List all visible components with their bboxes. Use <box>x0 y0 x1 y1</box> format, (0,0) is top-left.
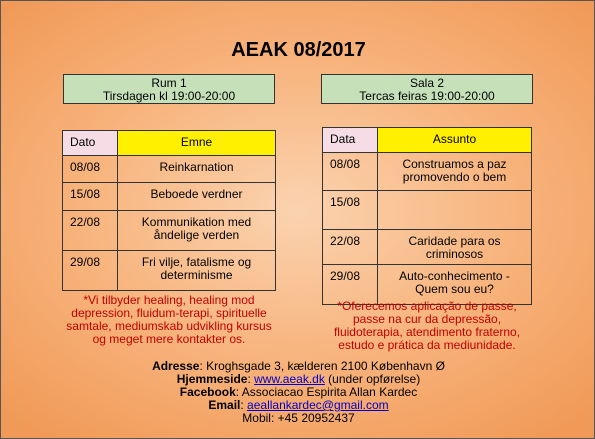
row-date: 08/08 <box>63 156 118 183</box>
schedule-table-danish <box>62 130 276 291</box>
room-1-time: Tirsdagen kl 19:00-20:00 <box>102 89 236 103</box>
website-separator: : <box>247 372 255 386</box>
header-subject: Emne <box>118 131 276 156</box>
facebook-value: : Associacao Espirita Allan Kardec <box>235 385 418 399</box>
header-date: Dato <box>63 131 118 156</box>
table-header-row <box>63 131 276 156</box>
row-subject: Fri vilje, fatalisme og determinisme <box>118 251 276 291</box>
row-date: 29/08 <box>63 251 118 291</box>
schedule-table-portuguese <box>322 127 532 305</box>
room-1-box <box>63 74 275 104</box>
row-subject: Beboede verdner <box>118 183 276 211</box>
header-date: Data <box>323 128 378 153</box>
services-note-danish: *Vi tilbyder healing, healing mod depression, fluidum-terapi, spirituelle samtale, mediumskab udvikling kursus og meget mere kontakter os. <box>66 293 272 346</box>
mobile-line: Mobil: +45 20952437 <box>242 411 355 425</box>
room-2-time: Tercas feiras 19:00-20:00 <box>359 89 495 103</box>
facebook-label: Facebook <box>179 385 236 399</box>
website-label: Hjemmeside <box>176 372 248 386</box>
row-date: 29/08 <box>323 265 378 305</box>
header-subject: Assunto <box>378 128 532 153</box>
row-subject: Auto-conhecimento - Quem sou eu? <box>378 265 532 305</box>
table-header-row <box>323 128 532 153</box>
row-subject: Caridade para os criminosos <box>378 230 532 265</box>
table-row <box>63 156 276 183</box>
page-title: AEAK 08/2017 <box>231 39 366 61</box>
row-date: 22/08 <box>63 211 118 251</box>
website-note: (under opførelse) <box>324 372 421 386</box>
table-row <box>323 153 532 191</box>
row-subject: Construamos a paz promovendo o bem <box>378 153 532 191</box>
table-row <box>63 251 276 291</box>
row-date: 22/08 <box>323 230 378 265</box>
website-link[interactable]: www.aeak.dk <box>254 372 325 386</box>
email-link[interactable]: aeallankardec@gmail.com <box>247 398 389 412</box>
room-2-name: Sala 2 <box>409 76 445 90</box>
room-2-box <box>321 74 533 104</box>
email-separator: : <box>240 398 248 412</box>
table-row <box>63 183 276 211</box>
row-subject <box>378 191 532 230</box>
table-row <box>323 230 532 265</box>
row-subject: Kommunikation med åndelige verden <box>118 211 276 251</box>
room-1-name: Rum 1 <box>151 76 187 90</box>
row-date: 15/08 <box>323 191 378 230</box>
table-row <box>323 191 532 230</box>
services-note-portuguese: *Oferecemos aplicação de passe, passe na cur da depressão, fluidoterapia, atendimento fraterno, estudo e prática da mediunidade. <box>333 299 521 352</box>
contact-block <box>1 360 595 425</box>
row-subject: Reinkarnation <box>118 156 276 183</box>
row-date: 08/08 <box>323 153 378 191</box>
address-label: Adresse <box>152 359 200 373</box>
email-label: Email <box>208 398 241 412</box>
row-date: 15/08 <box>63 183 118 211</box>
table-row <box>63 211 276 251</box>
address-value: : Kroghsgade 3, kælderen 2100 København Ø <box>199 359 445 373</box>
